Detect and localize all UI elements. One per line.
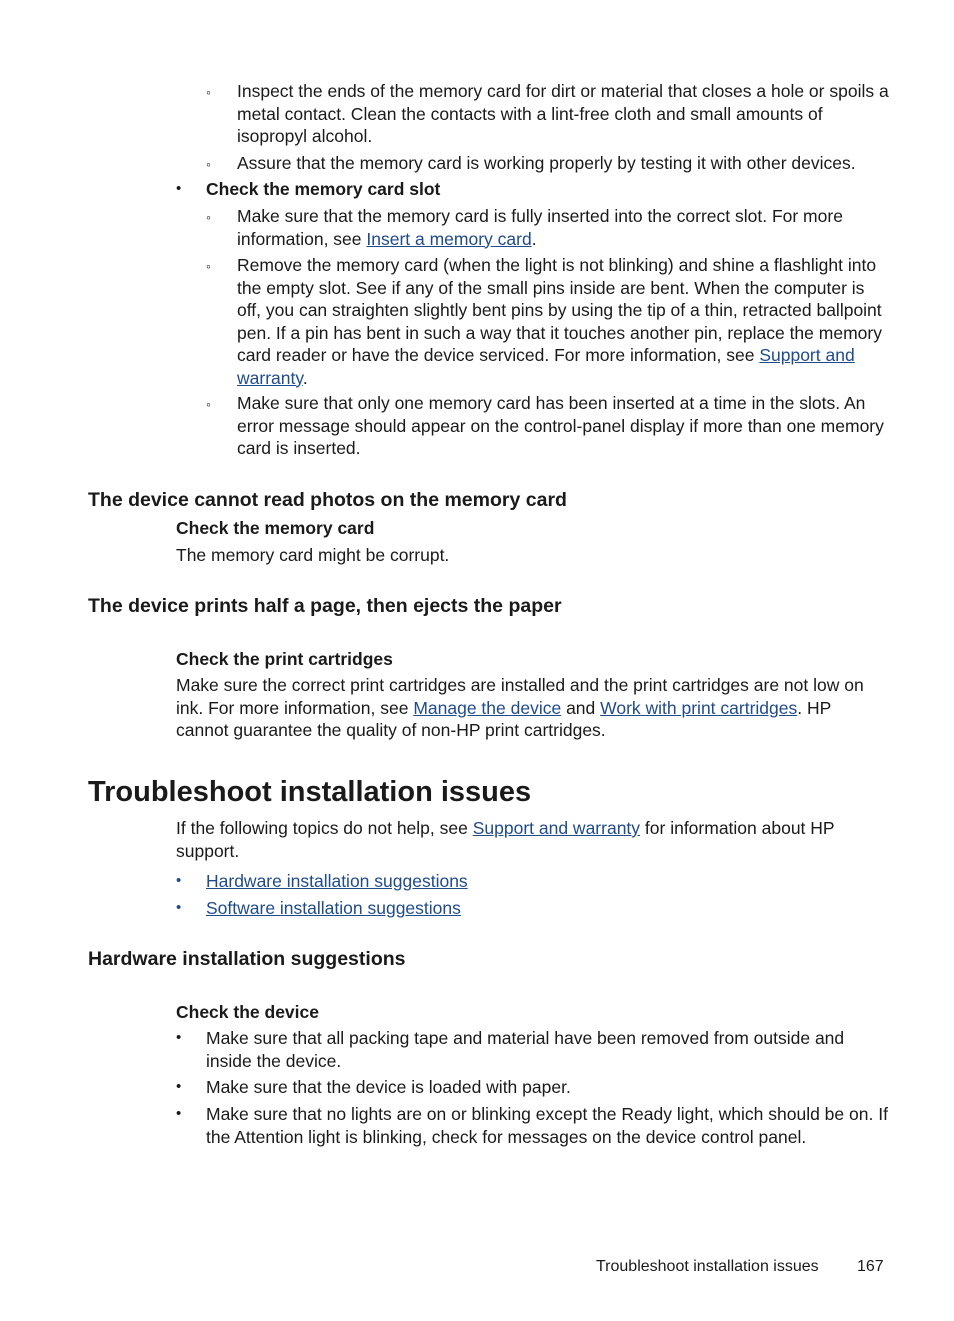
support-and-warranty-link[interactable]: Support and warranty xyxy=(472,818,641,838)
bullet-icon: • xyxy=(176,180,182,197)
sub-bullet-icon: ◦ xyxy=(206,84,211,100)
bullet-icon: • xyxy=(176,872,182,889)
list-item: Inspect the ends of the memory card for dirt or material that closes a hole or spoils a metal contact. Clean the contacts with a lint-free cloth and small amounts of isopropyl alcohol. xyxy=(237,81,889,146)
section-heading: The device prints half a page, then ejects the paper xyxy=(88,595,562,617)
bullet-icon: • xyxy=(176,1029,182,1046)
list-item-text: Remove the memory card (when the light is not blinking) and shine a flashlight into the empty slot. See if any of the small pins inside are bent. When the computer is off, you can straighten slightly bent pins by using the tip of a thin, retracted ballpoint pen. If a pin has bent in such a way that it touches another pin, replace the memory card reader or have the device serviced. For more information, see xyxy=(237,255,882,365)
intro-text-part: If the following topics do not help, see xyxy=(176,818,473,838)
list-item: Make sure that the device is loaded with paper. xyxy=(206,1077,571,1097)
list-item: Make sure that all packing tape and material have been removed from outside and inside the device. xyxy=(206,1028,845,1071)
bullet-icon: • xyxy=(176,899,182,916)
bullet-icon: • xyxy=(176,1105,182,1122)
body-text-part: . HP cannot guarantee the quality of non-HP print cartridges. xyxy=(176,697,831,740)
period: . xyxy=(531,228,537,249)
work-with-print-cartridges-link[interactable]: Work with print cartridges xyxy=(600,697,798,718)
page-title: Troubleshoot installation issues xyxy=(88,776,532,808)
support-and-warranty-link[interactable]: Support and warranty xyxy=(237,345,855,388)
hardware-installation-link[interactable]: Hardware installation suggestions xyxy=(206,871,468,891)
software-installation-link[interactable]: Software installation suggestions xyxy=(206,898,461,918)
section-heading: Hardware installation suggestions xyxy=(88,948,406,970)
page-number: 167 xyxy=(857,1258,884,1275)
list-item: Assure that the memory card is working properly by testing it with other devices. xyxy=(237,153,856,173)
intro-text-part: for information about HP support. xyxy=(176,818,835,861)
sub-bullet-icon: ◦ xyxy=(206,258,211,274)
list-item-text: Make sure that the memory card is fully inserted into the correct slot. For more information, see xyxy=(237,206,843,249)
sub-bullet-icon: ◦ xyxy=(206,396,211,412)
period: . xyxy=(302,367,308,388)
list-item: Make sure that only one memory card has been inserted at a time in the slots. An error message should appear on the control-panel display if more than one memory card is inserted. xyxy=(237,393,884,458)
section-heading: The device cannot read photos on the memory card xyxy=(88,489,567,511)
body-text-part: Make sure the correct print cartridges are installed and the print cartridges are not low on ink. For more information, see xyxy=(176,675,864,718)
list-item xyxy=(237,254,887,389)
manage-the-device-link[interactable]: Manage the device xyxy=(413,697,562,718)
subheading: Check the memory card xyxy=(176,518,375,538)
bullet-heading: Check the memory card slot xyxy=(206,179,441,199)
bullet-icon: • xyxy=(176,1078,182,1095)
intro-text xyxy=(176,817,881,862)
sub-bullet-icon: ◦ xyxy=(206,156,211,172)
footer-section-name: Troubleshoot installation issues xyxy=(596,1258,819,1275)
subheading: Check the print cartridges xyxy=(176,649,393,669)
sub-bullet-icon: ◦ xyxy=(206,209,211,225)
insert-memory-card-link[interactable]: Insert a memory card xyxy=(366,228,532,249)
list-item xyxy=(237,205,897,250)
body-text: The memory card might be corrupt. xyxy=(176,545,450,565)
body-text xyxy=(176,674,881,742)
list-item: Make sure that no lights are on or blinking except the Ready light, which should be on. If the Attention light is blinking, check for messages on the device control panel. xyxy=(206,1104,888,1147)
body-text-part: and xyxy=(561,697,601,718)
subheading: Check the device xyxy=(176,1002,319,1022)
